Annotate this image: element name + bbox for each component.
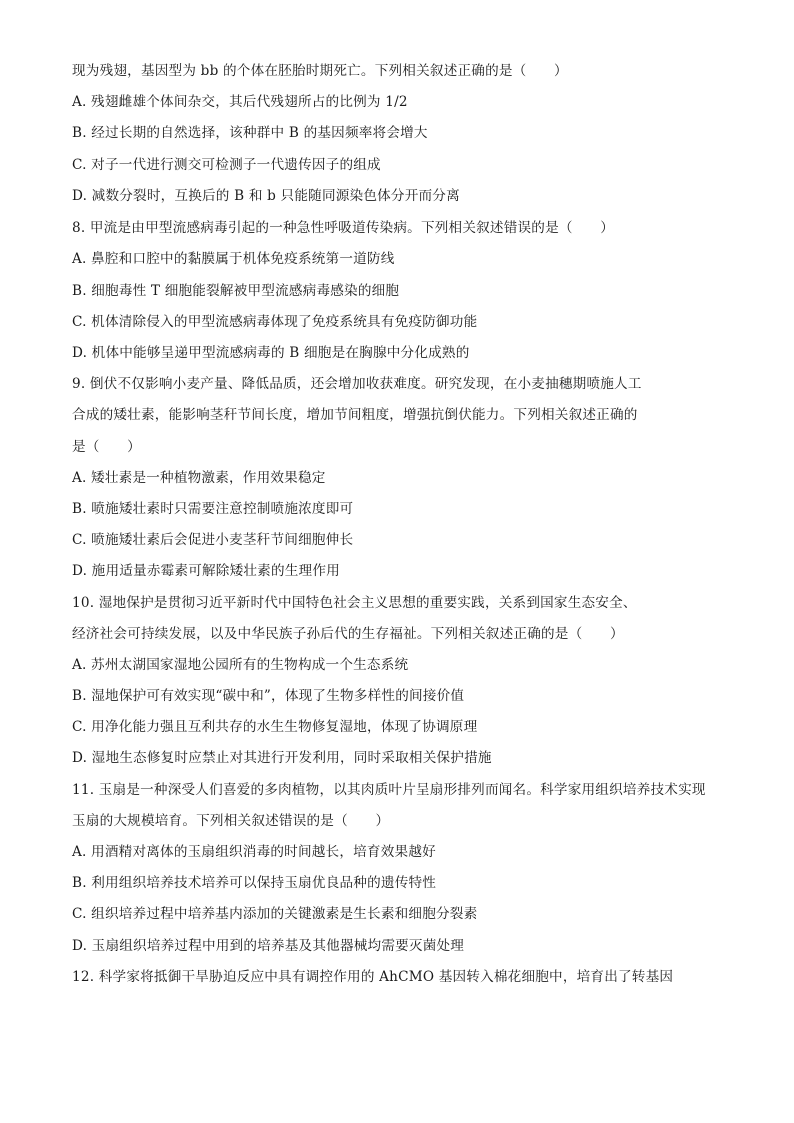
q10-stem-line2: 经济社会可持续发展，以及中华民族子孙后代的生存福祉。下列相关叙述正确的是（ ）: [72, 625, 624, 642]
q8-option-c: C. 机体清除侵入的甲型流感病毒体现了免疫系统具有免疫防御功能: [72, 313, 478, 330]
q11-option-b: B. 利用组织培养技术培养可以保持玉扇优良品种的遗传特性: [72, 875, 437, 892]
q12-stem-line1: 12. 科学家将抵御干旱胁迫反应中具有调控作用的 AhCMO 基因转入棉花细胞中，培育出了转基因: [72, 968, 674, 985]
q7-stem-continued: 现为残翅，基因型为 bb 的个体在胚胎时期死亡。下列相关叙述正确的是（ ）: [72, 63, 568, 79]
q9-option-d: D. 施用适量赤霉素可解除矮壮素的生理作用: [72, 563, 340, 580]
q11-stem-line2: 玉扇的大规模培育。下列相关叙述错误的是（ ）: [72, 812, 390, 829]
q10-stem-line1: 10. 湿地保护是贯彻习近平新时代中国特色社会主义思想的重要实践，关系到国家生态安全、: [72, 594, 637, 611]
q8-option-b: B. 细胞毒性 T 细胞能裂解被甲型流感病毒感染的细胞: [72, 282, 400, 299]
q9-option-c: C. 喷施矮壮素后会促进小麦茎秆节间细胞伸长: [72, 532, 354, 549]
q10-option-d: D. 湿地生态修复时应禁止对其进行开发利用，同时采取相关保护措施: [72, 750, 492, 767]
q9-option-b: B. 喷施矮壮素时只需要注意控制喷施浓度即可: [72, 500, 354, 517]
q7-option-c: C. 对子一代进行测交可检测子一代遗传因子的组成: [72, 156, 381, 173]
q11-option-a: A. 用酒精对离体的玉扇组织消毒的时间越长，培育效果越好: [72, 844, 436, 860]
q10-option-a: A. 苏州太湖国家湿地公园所有的生物构成一个生态系统: [72, 656, 409, 673]
q11-option-d: D. 玉扇组织培养过程中用到的培养基及其他器械均需要灭菌处理: [72, 937, 465, 954]
document-page: [72, 62, 732, 986]
q7-option-b: B. 经过长期的自然选择，该种群中 B 的基因频率将会增大: [72, 125, 428, 142]
q11-stem-line1: 11. 玉扇是一种深受人们喜爱的多肉植物，以其肉质叶片呈扇形排列而闻名。科学家用组织培养技术实现: [72, 781, 706, 798]
q9-option-a: A. 矮壮素是一种植物激素，作用效果稳定: [72, 469, 326, 486]
q8-option-a: A. 鼻腔和口腔中的黏膜属于机体免疫系统第一道防线: [72, 251, 395, 268]
q11-option-c: C. 组织培养过程中培养基内添加的关键激素是生长素和细胞分裂素: [72, 906, 478, 923]
q9-stem-line2: 合成的矮壮素，能影响茎秆节间长度，增加节间粗度，增强抗倒伏能力。下列相关叙述正确的: [72, 407, 638, 424]
q9-stem-line3: 是（ ）: [72, 438, 141, 455]
q10-option-b: B. 湿地保护可有效实现“碳中和”，体现了生物多样性的间接价值: [72, 688, 465, 705]
q7-option-a: A. 残翅雌雄个体间杂交，其后代残翅所占的比例为 1/2: [72, 94, 408, 111]
q8-stem: 8. 甲流是由甲型流感病毒引起的一种急性呼吸道传染病。下列相关叙述错误的是（ ）: [72, 220, 615, 237]
q7-option-d: D. 减数分裂时，互换后的 B 和 b 只能随同源染色体分开而分离: [72, 187, 460, 204]
q8-option-d: D. 机体中能够呈递甲型流感病毒的 B 细胞是在胸腺中分化成熟的: [72, 345, 470, 361]
q9-stem-line1: 9. 倒伏不仅影响小麦产量、降低品质，还会增加收获难度。研究发现，在小麦抽穗期喷施人工: [72, 376, 642, 393]
q10-option-c: C. 用净化能力强且互利共存的水生生物修复湿地，体现了协调原理: [72, 719, 478, 736]
